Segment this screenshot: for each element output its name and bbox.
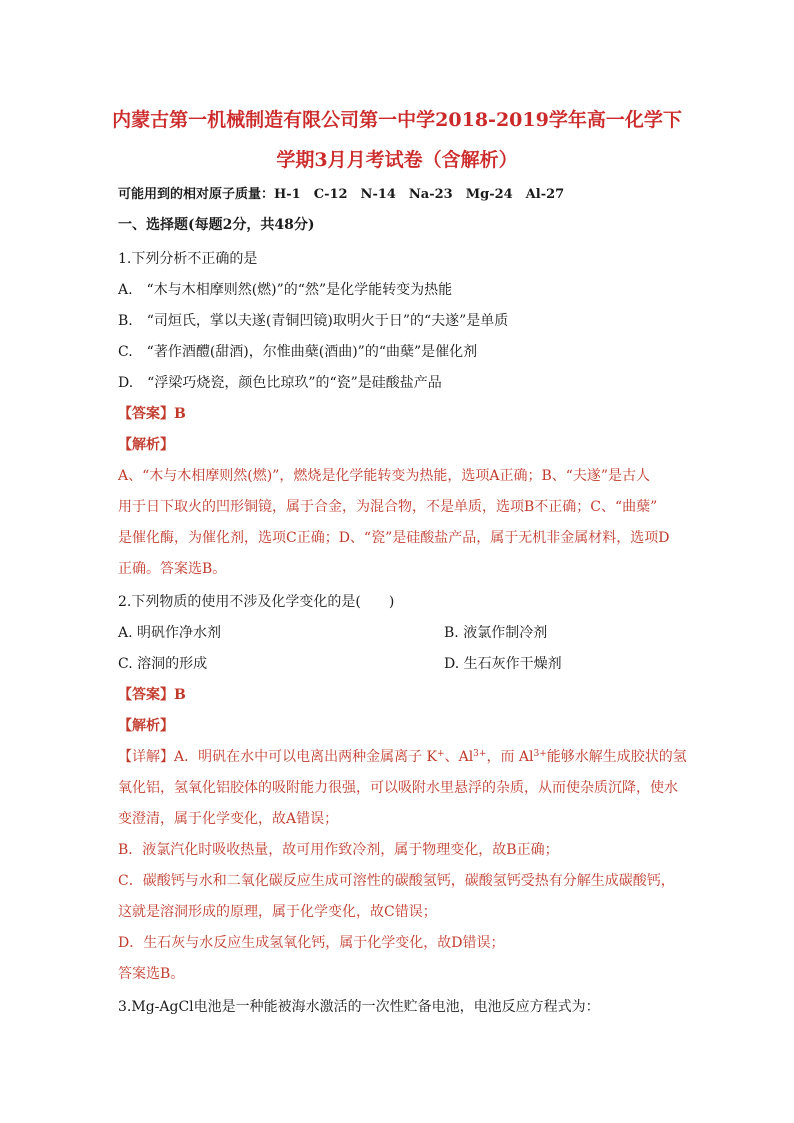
- document-title-line2: 学期3月月考试卷（含解析）: [276, 149, 518, 171]
- question-2-detail-a-line2: 氧化铝，氢氧化铝胶体的吸附能力很强，可以吸附水里悬浮的杂质，从而使杂质沉降，使水: [118, 780, 678, 796]
- detail-text: 、Al: [444, 749, 474, 765]
- superscript: 3+: [533, 749, 547, 759]
- question-2-option-c: C. 溶洞的形成: [118, 656, 208, 672]
- question-1-option-a: A. “木与木相摩则然(燃)”的“然”是化学能转变为热能: [118, 282, 453, 298]
- question-1-answer: 【答案】B: [118, 406, 186, 422]
- detail-text: 【详解】A．明矾在水中可以电离出两种金属离子 K: [118, 749, 438, 765]
- document-title-line1: 内蒙古第一机械制造有限公司第一中学2018-2019学年高一化学下: [112, 109, 682, 131]
- question-1-analysis-line: 正确。答案选B。: [118, 561, 227, 577]
- question-1-option-d: D. “浮梁巧烧瓷，颜色比琼玖”的“瓷”是硅酸盐产品: [118, 375, 442, 391]
- question-1-analysis-label: 【解析】: [118, 437, 174, 453]
- question-1-option-c: C. “著作酒醴(甜酒)，尔惟曲蘖(酒曲)”的“曲蘖”是催化剂: [118, 344, 478, 360]
- question-2-option-b: B. 液氯作制冷剂: [444, 625, 548, 641]
- superscript: 3+: [473, 749, 487, 759]
- question-1-analysis-line: A、“木与木相摩则然(燃)”，燃烧是化学能转变为热能，选项A正确；B、“夫遂”是古人: [118, 468, 651, 484]
- atomic-mass-note: 可能用到的相对原子质量：H-1 C-12 N-14 Na-23 Mg-24 Al-27: [118, 187, 565, 202]
- detail-text: ，而 Al: [486, 749, 534, 765]
- question-2-detail-c: C．碳酸钙与水和二氧化碳反应生成可溶性的碳酸氢钙，碳酸氢钙受热有分解生成碳酸钙，: [118, 873, 675, 889]
- question-1-option-b: B. “司烜氏，掌以夫遂(青铜凹镜)取明火于日”的“夫遂”是单质: [118, 313, 509, 329]
- question-2-conclusion: 答案选B。: [118, 966, 185, 982]
- question-2-option-a: A. 明矾作净水剂: [118, 625, 222, 641]
- question-2-detail-d: D．生石灰与水反应生成氢氧化钙，属于化学变化，故D错误；: [118, 935, 505, 951]
- superscript: +: [437, 749, 445, 759]
- question-1-stem: 1.下列分析不正确的是: [118, 251, 258, 267]
- detail-text: 能够水解生成胶状的氢: [546, 749, 687, 765]
- question-1-analysis-line: 是催化酶，为催化剂，选项C正确；D、“瓷”是硅酸盐产品，属于无机非金属材料，选项D: [118, 530, 670, 546]
- section-heading: 一、选择题(每题2分，共48分): [118, 217, 315, 233]
- question-2-answer: 【答案】B: [118, 687, 186, 703]
- question-2-analysis-label: 【解析】: [118, 718, 174, 734]
- question-2-detail-a-line3: 变澄清，属于化学变化，故A错误；: [118, 811, 339, 827]
- question-1-analysis-line: 用于日下取火的凹形铜镜，属于合金，为混合物，不是单质，选项B不正确；C、“曲蘖”: [118, 499, 658, 515]
- question-2-detail-b: B．液氯汽化时吸收热量，故可用作致冷剂，属于物理变化，故B正确；: [118, 842, 559, 858]
- question-3-stem: 3.Mg-AgCl电池是一种能被海水激活的一次性贮备电池，电池反应方程式为：: [118, 999, 600, 1015]
- question-2-detail-a: [118, 748, 687, 766]
- question-2-option-d: D. 生石灰作干燥剂: [444, 656, 562, 672]
- question-2-stem: 2.下列物质的使用不涉及化学变化的是( ): [118, 594, 395, 610]
- question-2-detail-c-line2: 这就是溶洞形成的原理，属于化学变化，故C错误；: [118, 904, 437, 920]
